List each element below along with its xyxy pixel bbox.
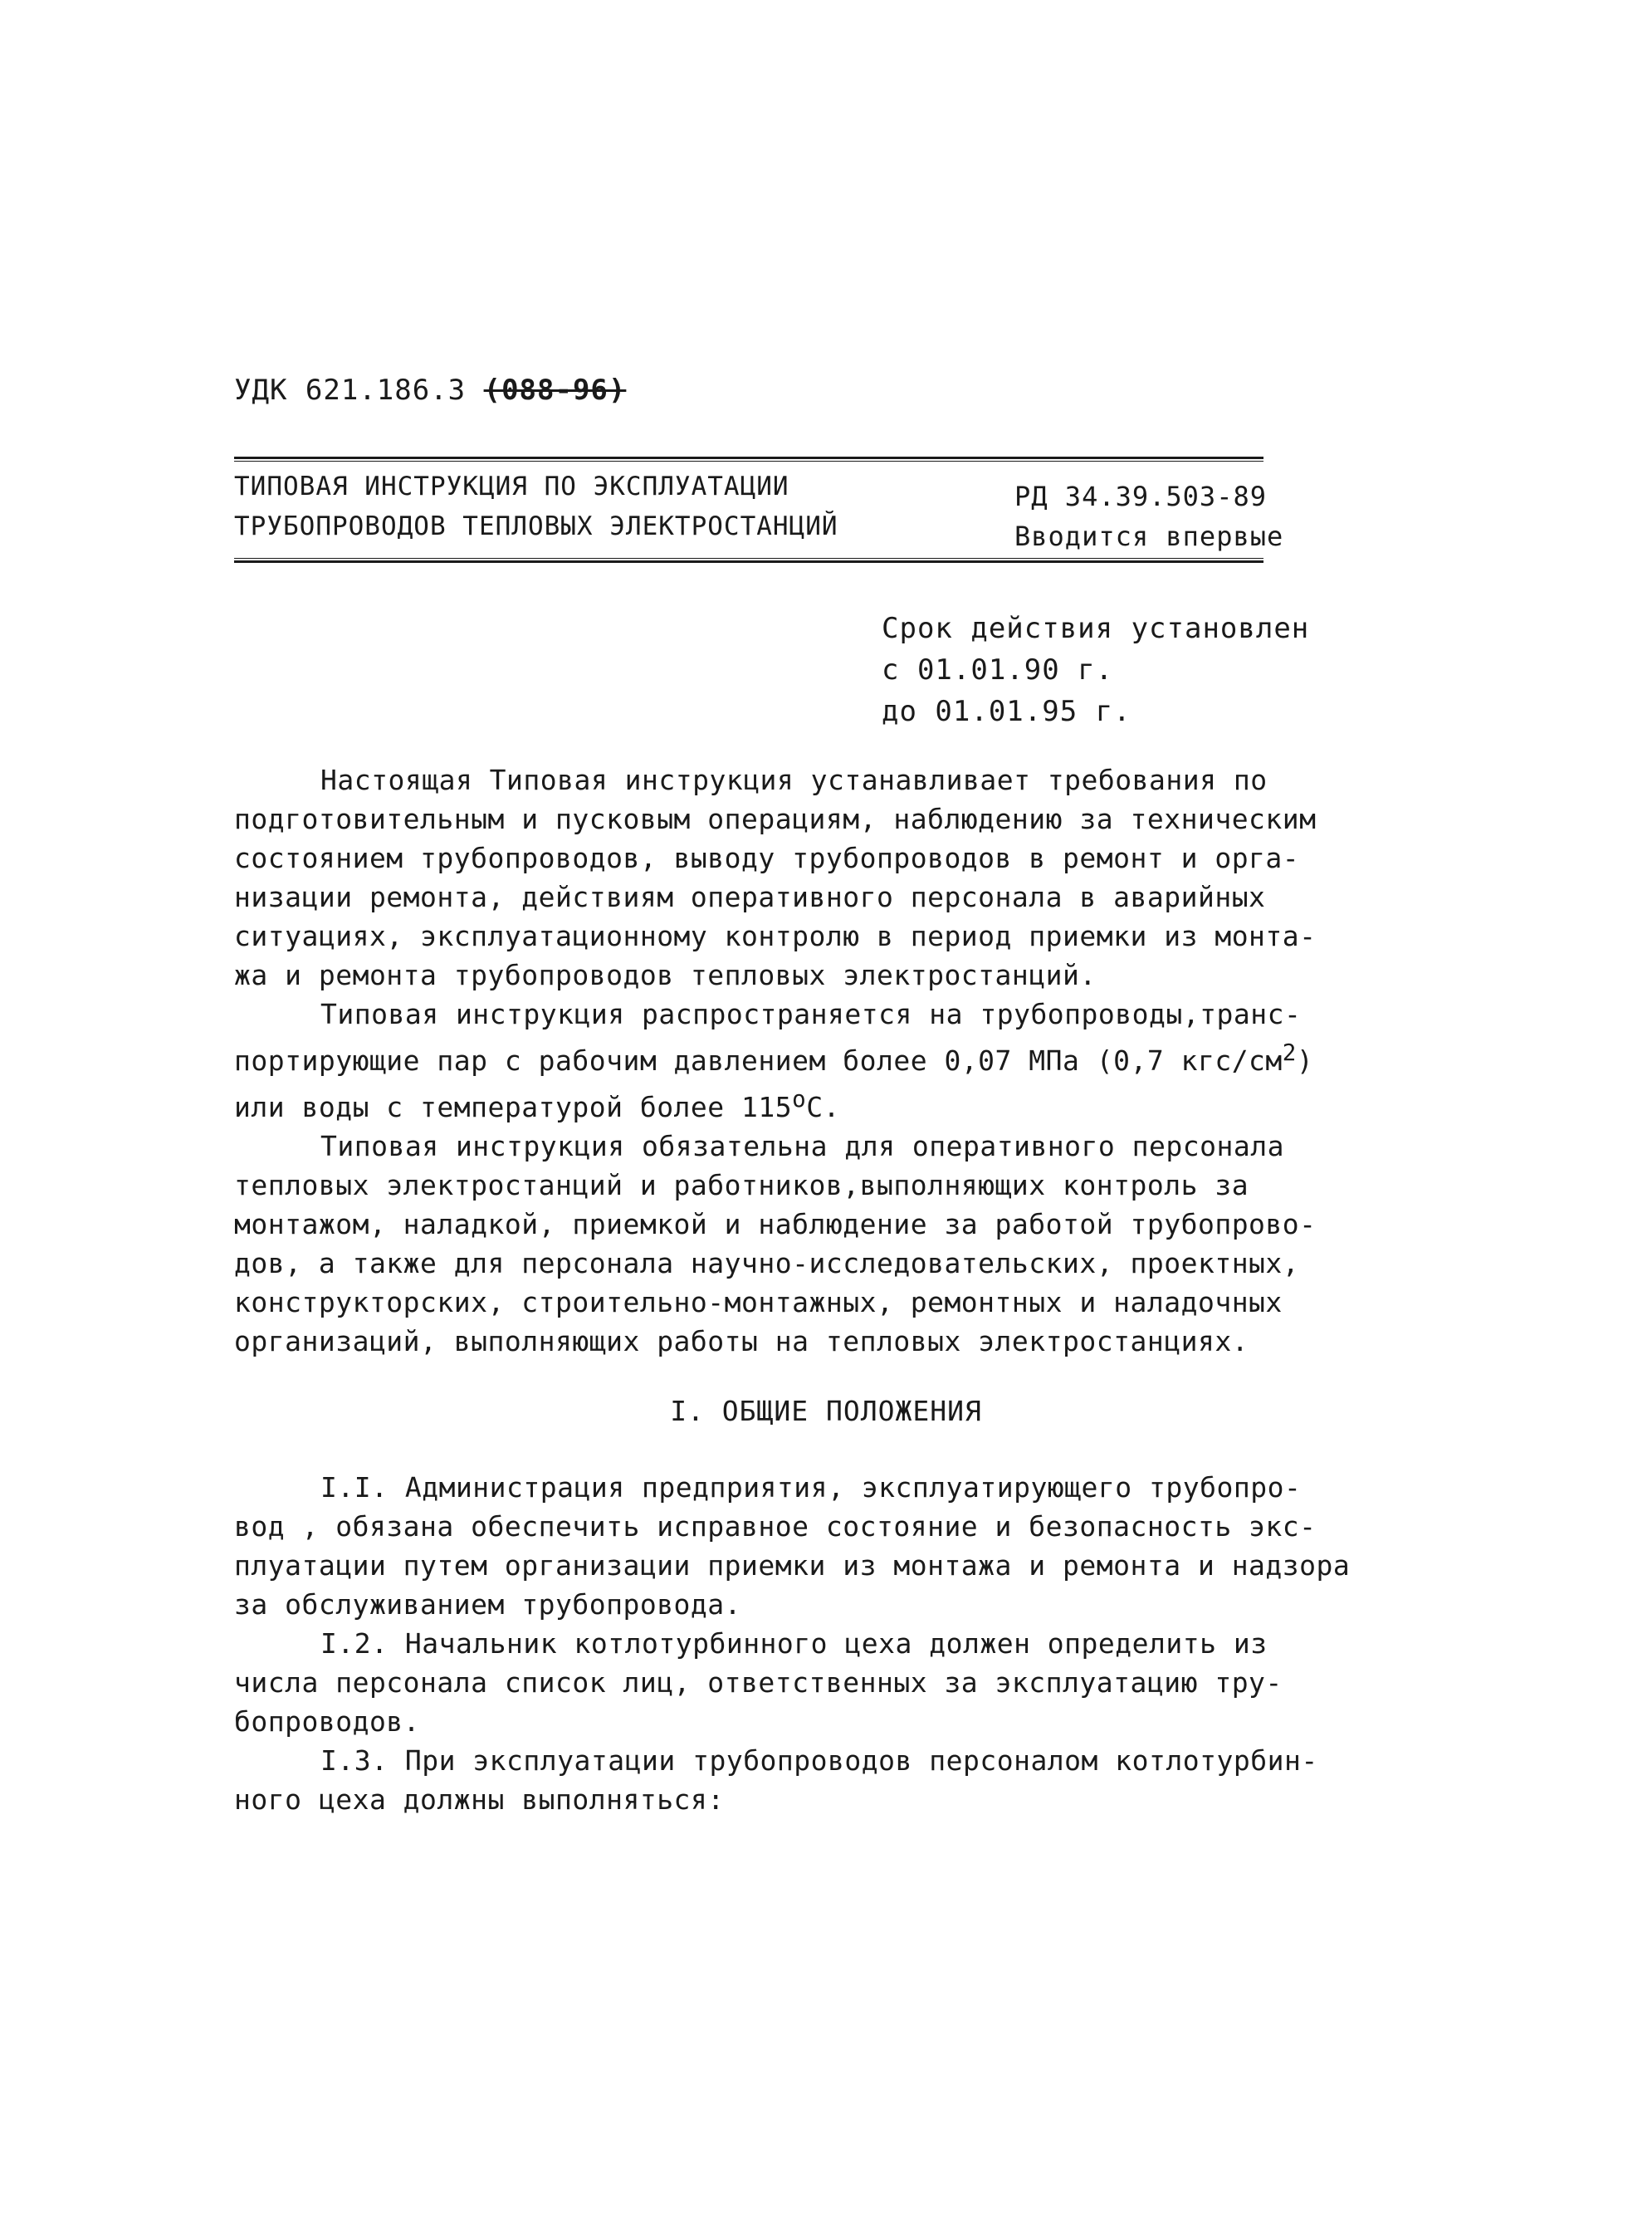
title-rule-bottom — [234, 558, 1263, 563]
paragraph-line: конструкторских, строительно-монтажных, ремонтных и наладочных — [234, 1286, 1283, 1318]
paragraph-line: ного цеха должны выполняться: — [234, 1783, 725, 1816]
paragraph-line: подготовительным и пусковым операциям, наблюдению за техническим — [234, 803, 1317, 835]
validity-line-1: Срок действия установлен — [882, 612, 1310, 645]
paragraph-line: ситуациях, эксплуатационному контролю в период приемки из монта- — [234, 920, 1317, 952]
udk-struck-code: (088-96) — [483, 374, 627, 407]
udk-number: УДК 621.186.3 — [234, 374, 467, 407]
section-1-body — [234, 1468, 1351, 1819]
title-line-2: ТРУБОПРОВОДОВ ТЕПЛОВЫХ ЭЛЕКТРОСТАНЦИЙ — [234, 511, 838, 541]
paragraph-line: Настоящая Типовая инструкция устанавливает требования по — [320, 764, 1268, 796]
superscript-2: 2 — [1282, 1039, 1297, 1066]
paragraph-line: плуатации путем организации приемки из монтажа и ремонта и надзора — [234, 1549, 1351, 1582]
temperature-text: или воды с температурой более 115 — [234, 1091, 793, 1123]
document-code-block — [1014, 477, 1283, 556]
paragraph-line: вод , обязана обеспечить исправное состояние и безопасность экс- — [234, 1510, 1317, 1543]
udk-code — [234, 374, 626, 407]
pressure-text: портирующие пар с рабочим давлением более 0,07 МПа (0,7 кгс/см — [234, 1044, 1283, 1077]
validity-period — [882, 608, 1309, 732]
paragraph-line: низации ремонта, действиям оперативного персонала в аварийных — [234, 881, 1266, 913]
pressure-text-end: ) — [1296, 1044, 1314, 1077]
validity-line-3: до 01.01.95 г. — [882, 695, 1131, 728]
document-title — [234, 467, 838, 546]
paragraph-line: I.2. Начальник котлотурбинного цеха должен определить из — [320, 1627, 1268, 1660]
paragraph-line — [234, 1080, 1313, 1127]
paragraph-line: I.I. Администрация предприятия, эксплуатирующего трубопро- — [320, 1471, 1302, 1504]
section-heading: I. ОБЩИЕ ПОЛОЖЕНИЯ — [670, 1395, 982, 1427]
paragraph-line: организаций, выполняющих работы на тепловых электростанциях. — [234, 1325, 1249, 1357]
paragraph-line: жа и ремонта трубопроводов тепловых электростанций. — [234, 959, 1097, 991]
paragraph-line: монтажом, наладкой, приемкой и наблюдение за работой трубопрово- — [234, 1208, 1317, 1240]
title-rule-top — [234, 457, 1263, 462]
paragraph-line: Типовая инструкция распространяется на трубопроводы,транс- — [320, 998, 1302, 1030]
degree-sign: о — [792, 1086, 807, 1113]
paragraph-line: числа персонала список лиц, ответственных за эксплуатацию тру- — [234, 1666, 1283, 1699]
paragraph-line: I.3. При эксплуатации трубопроводов персоналом котлотурбин- — [320, 1744, 1318, 1777]
paragraph-line: за обслуживанием трубопровода. — [234, 1588, 742, 1621]
paragraph-line: состоянием трубопроводов, выводу трубопроводов в ремонт и орга- — [234, 842, 1300, 874]
title-line-1: ТИПОВАЯ ИНСТРУКЦИЯ ПО ЭКСПЛУАТАЦИИ — [234, 472, 789, 501]
paragraph-line: бопроводов. — [234, 1705, 421, 1738]
document-code: РД 34.39.503-89 — [1014, 481, 1267, 512]
intro-section — [234, 760, 1317, 1361]
temperature-text-end: С. — [806, 1091, 840, 1123]
introduced-note: Вводится впервые — [1014, 521, 1284, 552]
paragraph-line: тепловых электростанций и работников,выполняющих контроль за — [234, 1169, 1249, 1201]
paragraph-line: дов, а также для персонала научно-исследовательских, проектных, — [234, 1247, 1300, 1279]
paragraph-line: Типовая инструкция обязательна для оперативного персонала — [320, 1130, 1284, 1162]
paragraph-line — [234, 1034, 1313, 1080]
validity-line-2: с 01.01.90 г. — [882, 653, 1114, 687]
